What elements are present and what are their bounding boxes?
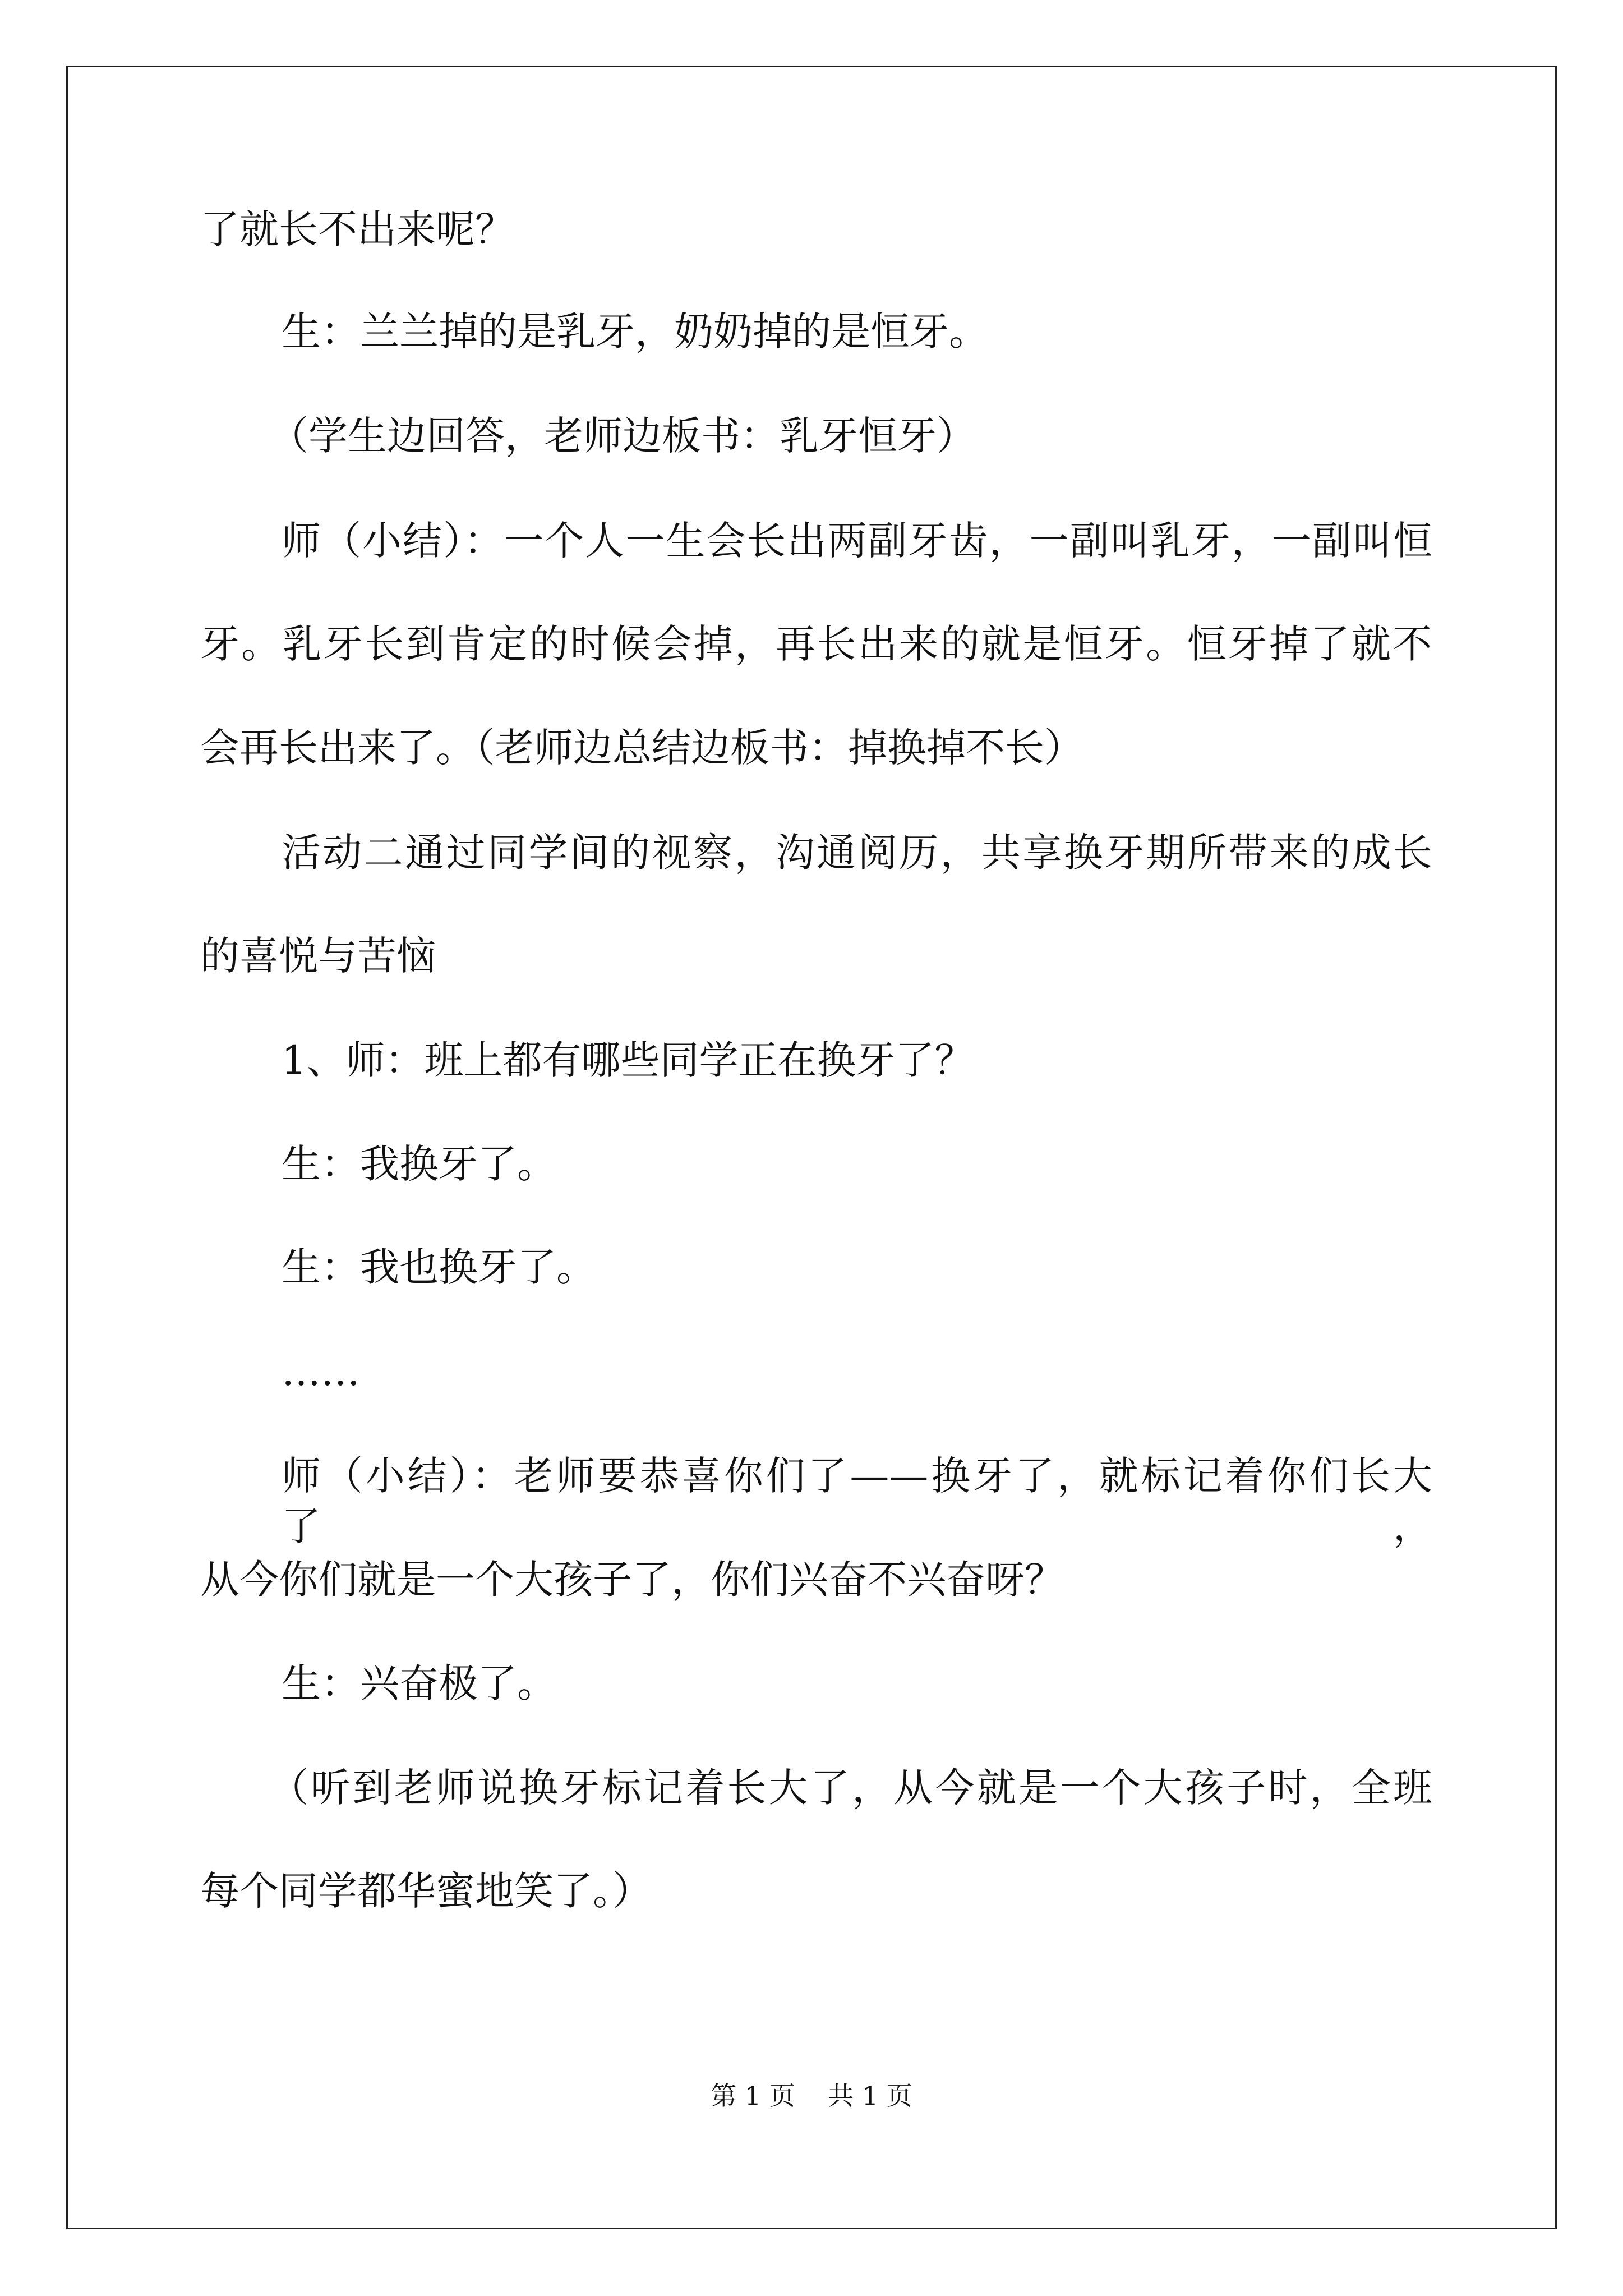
paragraph-line: 了就长不出来呢？ bbox=[200, 206, 514, 252]
paragraph-line: 活动二通过同学间的视察，沟通阅历，共享换牙期所带来的成长 bbox=[282, 830, 1432, 876]
paragraph-line: 生：我也换牙了。 bbox=[282, 1244, 596, 1290]
paragraph-line: 的喜悦与苦恼 bbox=[200, 933, 436, 979]
paragraph-line: 师（小结）：老师要恭喜你们了——换牙了，就标记着你们长大了， bbox=[282, 1453, 1432, 1549]
paragraph-line: 生：兰兰掉的是乳牙，奶奶掉的是恒牙。 bbox=[282, 309, 988, 355]
page-footer: 第 1 页 共 1 页 bbox=[711, 2081, 912, 2111]
paragraph-line: 生：我换牙了。 bbox=[282, 1141, 556, 1187]
paragraph-line: 从今你们就是一个大孩子了，你们兴奋不兴奋呀？ bbox=[200, 1557, 1064, 1603]
paragraph-line: …… bbox=[282, 1349, 360, 1395]
paragraph-line: 牙。乳牙长到肯定的时候会掉，再长出来的就是恒牙。恒牙掉了就不 bbox=[200, 621, 1432, 667]
paragraph-line: （学生边回答，老师边板书：乳牙恒牙） bbox=[269, 413, 976, 459]
paragraph-line: 师（小结）：一个人一生会长出两副牙齿，一副叫乳牙，一副叫恒 bbox=[282, 518, 1432, 564]
paragraph-line: 生：兴奋极了。 bbox=[282, 1660, 556, 1706]
paragraph-line: 1、师：班上都有哪些同学正在换牙了？ bbox=[282, 1037, 974, 1083]
paragraph-line: （听到老师说换牙标记着长大了，从今就是一个大孩子时，全班 bbox=[269, 1765, 1432, 1811]
paragraph-line: 每个同学都华蜜地笑了。） bbox=[200, 1868, 652, 1914]
paragraph-line: 会再长出来了。（老师边总结边板书：掉换掉不长） bbox=[200, 725, 1083, 771]
